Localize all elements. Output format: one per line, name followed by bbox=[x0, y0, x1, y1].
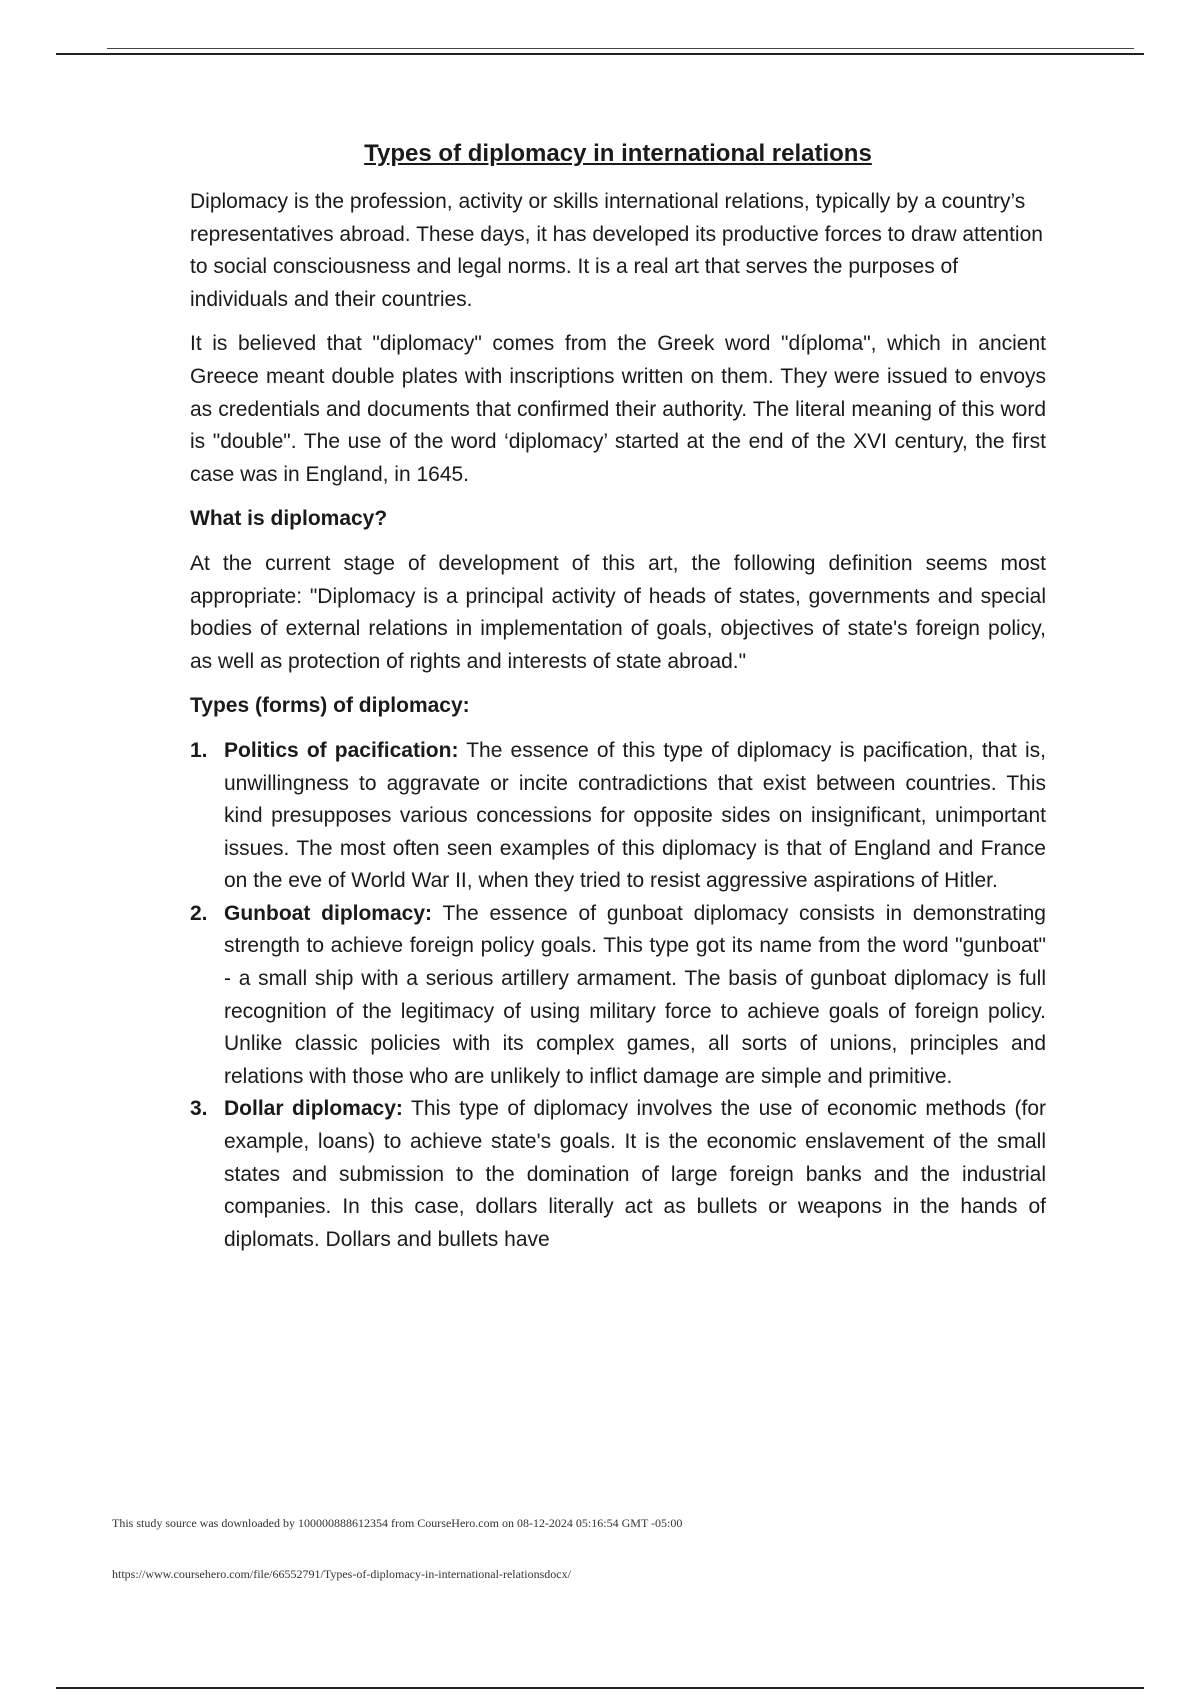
intro-paragraph: Diplomacy is the profession, activity or skills international relations, typically by a country’s representatives abroad. These days, it has developed its productive forces to draw attention to social consciousness and legal norms. It is a real art that serves the purposes of individuals and their countries. bbox=[190, 190, 1043, 311]
list-item-number: 1. bbox=[190, 738, 208, 762]
document-body bbox=[190, 138, 1046, 1256]
list-item bbox=[190, 1093, 1046, 1256]
document-title: Types of diplomacy in international relations bbox=[364, 140, 872, 167]
list-item bbox=[190, 898, 1046, 1094]
list-item-number: 3. bbox=[190, 1097, 208, 1121]
types-list bbox=[190, 735, 1046, 1257]
list-item-term: Gunboat diplomacy: bbox=[224, 901, 433, 925]
list-item-term: Politics of pacification: bbox=[224, 738, 459, 762]
list-item bbox=[190, 735, 1046, 898]
header-rule-inner bbox=[107, 48, 1134, 49]
header-rule bbox=[56, 53, 1144, 55]
list-item-number: 2. bbox=[190, 901, 208, 925]
footer-rule bbox=[56, 1687, 1144, 1689]
definition-paragraph: At the current stage of development of this art, the following definition seems most appropriate: "Diplomacy is a principal activity of heads of states, governments and special bodies of external relations in implementation of goals, objectives of state's foreign policy, as well as protection of rights and interests of state abroad." bbox=[190, 551, 1046, 673]
etymology-paragraph: It is believed that "diplomacy" comes from the Greek word "díploma", which in ancient Greece meant double plates with inscriptions written on them. They were issued to envoys as credentials and documents that confirmed their authority. The literal meaning of this word is "double". The use of the word ‘diplomacy’ started at the end of the XVI century, the first case was in England, in 1645. bbox=[190, 332, 1046, 486]
download-notice: This study source was downloaded by 100000888612354 from CourseHero.com on 08-12-2024 05:16:54 GMT -05:00 bbox=[112, 1516, 683, 1530]
list-item-text: The essence of this type of diplomacy is pacification, that is, unwillingness to aggravate or incite contradictions that exist between countries. This kind presupposes various concessions for opposite sides on insignificant, unimportant issues. The most often seen examples of this diplomacy is that of England and France on the eve of World War II, when they tried to resist aggressive aspirations of Hitler. bbox=[224, 738, 1046, 893]
heading-what-is-diplomacy: What is diplomacy? bbox=[190, 507, 388, 531]
source-url[interactable]: https://www.coursehero.com/file/66552791/Types-of-diplomacy-in-international-relationsdocx/ bbox=[112, 1567, 571, 1581]
list-item-text: This type of diplomacy involves the use of economic methods (for example, loans) to achieve state's goals. It is the economic enslavement of the small states and submission to the domination of large foreign banks and the industrial companies. In this case, dollars literally act as bullets or weapons in the hands of diplomats. Dollars and bullets have bbox=[224, 1097, 1046, 1251]
heading-types: Types (forms) of diplomacy: bbox=[190, 694, 470, 718]
list-item-term: Dollar diplomacy: bbox=[224, 1097, 403, 1121]
list-item-text: The essence of gunboat diplomacy consists in demonstrating strength to achieve foreign policy goals. This type got its name from the word "gunboat" - a small ship with a serious artillery armament. The basis of gunboat diplomacy is full recognition of the legitimacy of using military force to achieve goals of foreign policy. Unlike classic policies with its complex games, all sorts of unions, principles and relations with those who are unlikely to inflict damage are simple and primitive. bbox=[224, 901, 1046, 1088]
